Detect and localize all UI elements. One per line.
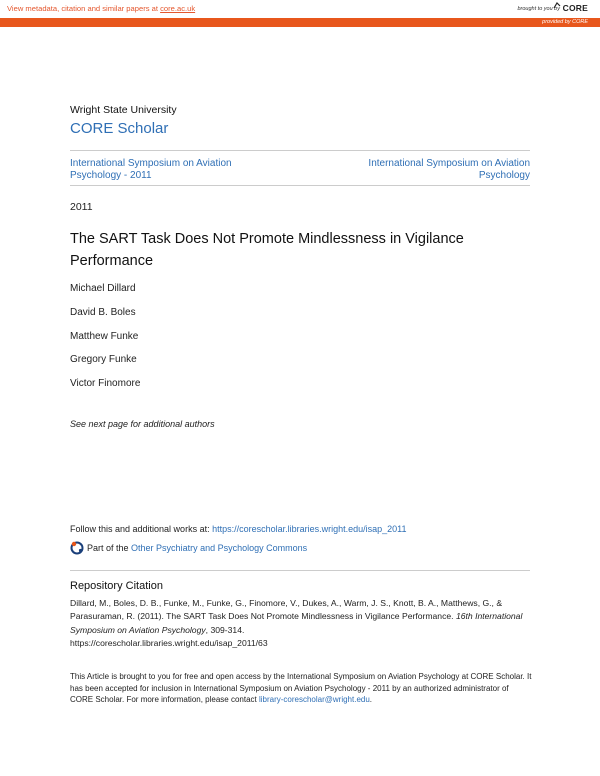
part-of-line bbox=[70, 541, 307, 555]
orange-accent-bar bbox=[0, 18, 600, 27]
institution-name: Wright State University bbox=[70, 104, 177, 116]
view-metadata-link[interactable] bbox=[7, 4, 195, 13]
core-banner bbox=[0, 0, 600, 18]
author-4: Gregory Funke bbox=[70, 354, 137, 365]
citation-text bbox=[70, 597, 532, 650]
metadata-link-prefix: View metadata, citation and similar papers at bbox=[7, 4, 161, 13]
citation-body: Dillard, M., Boles, D. B., Funke, M., Funke, G., Finomore, V., Dukes, A., Warm, J. S., Knott, B. A., Matthews, G., & Parasuraman, R. (2011). The SART Task Does Not Promote Mindlessness in Vigilance Performance. bbox=[70, 598, 503, 622]
series-link-left[interactable]: International Symposium on Aviation Psychology - 2011 bbox=[70, 158, 232, 181]
divider-series bbox=[70, 185, 530, 186]
open-access-notice bbox=[70, 671, 532, 706]
citation-venue: 16th International Symposium on Aviation Psychology bbox=[70, 611, 523, 635]
metadata-link-domain[interactable]: core.ac.uk bbox=[160, 4, 196, 13]
follow-prefix: Follow this and additional works at: bbox=[70, 524, 213, 534]
author-1: Michael Dillard bbox=[70, 283, 136, 294]
see-next-page-note: See next page for additional authors bbox=[70, 419, 215, 429]
citation-pages: , 309-314. bbox=[205, 624, 245, 635]
publication-year: 2011 bbox=[70, 201, 93, 213]
core-logo[interactable]: CORE bbox=[562, 3, 588, 13]
repository-name-link[interactable]: CORE Scholar bbox=[70, 120, 169, 137]
divider-citation bbox=[70, 570, 530, 571]
commons-network-icon bbox=[70, 541, 84, 555]
author-2: David B. Boles bbox=[70, 307, 136, 318]
author-3: Matthew Funke bbox=[70, 331, 139, 342]
citation-url[interactable]: https://corescholar.libraries.wright.edu/isap_2011/63 bbox=[70, 637, 268, 648]
notice-body: This Article is brought to you for free and open access by the International Symposium on Aviation Psychology at CORE Scholar. It has been accepted for inclusion in International Symposium on Aviation Psychology - 2011 by an authorized administrator of CORE Scholar. For more information, please contact bbox=[70, 672, 532, 705]
author-5: Victor Finomore bbox=[70, 378, 141, 389]
follow-url-link[interactable]: https://corescholar.libraries.wright.edu/isap_2011 bbox=[212, 524, 407, 534]
series-link-right[interactable]: International Symposium on Aviation Psychology bbox=[368, 158, 530, 181]
contact-email-link[interactable]: library-corescholar@wright.edu bbox=[258, 695, 370, 705]
provided-by-core: provided by CORE bbox=[542, 19, 588, 25]
core-logo-icon bbox=[552, 0, 562, 10]
commons-discipline-link[interactable]: Other Psychiatry and Psychology Commons bbox=[131, 543, 308, 553]
divider-top bbox=[70, 150, 530, 151]
brought-to-you-by: brought to you by bbox=[517, 6, 560, 12]
part-of-prefix: Part of the bbox=[87, 543, 129, 553]
notice-end: . bbox=[369, 695, 373, 705]
follow-line bbox=[70, 524, 407, 534]
repository-citation-heading: Repository Citation bbox=[70, 580, 163, 592]
paper-title: The SART Task Does Not Promote Mindlessness in Vigilance Performance bbox=[70, 231, 464, 269]
